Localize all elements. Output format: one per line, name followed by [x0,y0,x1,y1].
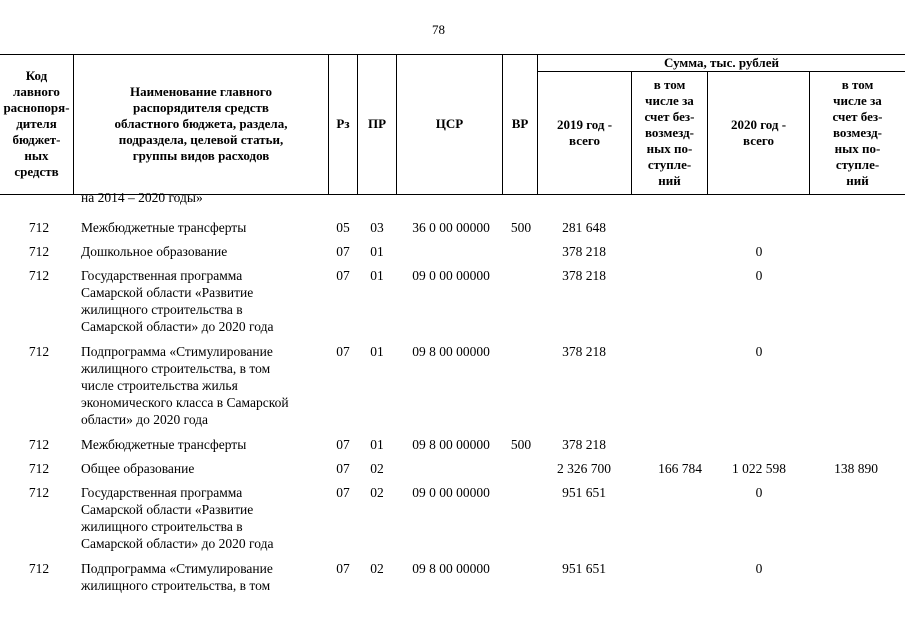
cell-code: 712 [28,485,50,500]
cell-2020-bezv: 138 890 [834,461,878,476]
cell-pr: 02 [370,561,384,576]
cell-2020-total: 1 022 598 [732,461,786,476]
cell-name: Подпрограмма «Стимулирование жилищного строительства, в том [81,561,273,593]
cell-rz: 07 [336,244,350,259]
cell-rz: 07 [336,437,350,452]
cell-2019-total: 951 651 [562,561,606,576]
cell-name: Государственная программа Самарской области «Развитие жилищного строительства в Самарской области» до 2020 года [81,485,274,551]
cell-2019-total: 951 651 [562,485,606,500]
cell-pr: 01 [370,437,384,452]
header-2019-total: 2019 год - всего [556,117,613,148]
cell-csr: 09 8 00 00000 [412,344,490,359]
cell-2019-total: 2 326 700 [557,461,611,476]
cell-2019-total: 378 218 [562,344,606,359]
cell-pr: 02 [370,461,384,476]
cell-pr: 01 [370,244,384,259]
table-header [0,54,905,194]
cell-code: 712 [28,437,50,452]
cell-rz: 07 [336,268,350,283]
header-vr: ВР [511,116,529,131]
cell-2019-total: 378 218 [562,268,606,283]
cell-2020-total: 0 [755,561,763,576]
cell-csr: 09 0 00 00000 [412,268,490,283]
header-csr: ЦСР [435,116,464,131]
cell-pr: 03 [370,220,384,235]
cell-csr: 09 0 00 00000 [412,485,490,500]
cell-rz: 07 [336,561,350,576]
cell-vr: 500 [510,437,532,452]
cell-vr: 500 [510,220,532,235]
header-code: Код лавного раснопоря- дителя бюджет- ных средств [3,68,70,179]
header-sum-group: Сумма, тыс. рублей [664,54,779,70]
header-pr: ПР [367,116,387,131]
cell-name: Государственная программа Самарской области «Развитие жилищного строительства в Самарской области» до 2020 года [81,268,274,334]
cell-2019-total: 378 218 [562,437,606,452]
cell-2019-bezv: 166 784 [658,461,702,476]
cell-pr: 01 [370,268,384,283]
cell-pr: 01 [370,344,384,359]
cell-2020-total: 0 [755,244,763,259]
header-rz: Рз [336,116,350,131]
page-number: 78 [432,22,445,37]
cell-code: 712 [28,268,50,283]
cell-code: 712 [28,244,50,259]
cell-name: Общее образование [81,461,195,476]
header-2019-bezv: в том числе за счет без- возмезд- ных по- ступле- ний [644,77,695,188]
cell-code: 712 [28,461,50,476]
header-name: Наименование главного распорядителя средств областного бюджета, раздела, подраздела, целевой статьи, группы видов расходов [114,84,288,163]
cell-rz: 07 [336,461,350,476]
cell-code: 712 [28,220,50,235]
cell-name: Межбюджетные трансферты [81,220,247,235]
header-2020-bezv: в том числе за счет без- возмезд- ных по- ступле- ний [832,77,883,188]
cell-name: Межбюджетные трансферты [81,437,247,452]
cell-rz: 07 [336,344,350,359]
header-2020-total: 2020 год - всего [730,117,787,148]
cell-name: Подпрограмма «Стимулирование жилищного строительства, в том числе строительства жилья экономического класса в Самарской области» до 2020 года [81,344,289,427]
cell-code: 712 [28,561,50,576]
cell-2019-total: 281 648 [562,220,606,235]
cell-2020-total: 0 [755,485,763,500]
cell-csr: 36 0 00 00000 [412,220,490,235]
cell-2019-total: 378 218 [562,244,606,259]
cell-rz: 07 [336,485,350,500]
cell-csr: 09 8 00 00000 [412,437,490,452]
cell-csr: 09 8 00 00000 [412,561,490,576]
cell-2020-total: 0 [755,268,763,283]
cell-2020-total: 0 [755,344,763,359]
cell-pr: 02 [370,485,384,500]
cell-rz: 05 [336,220,350,235]
continuation-text: на 2014 – 2020 годы» [81,190,203,205]
cell-code: 712 [28,344,50,359]
cell-name: Дошкольное образование [81,244,228,259]
